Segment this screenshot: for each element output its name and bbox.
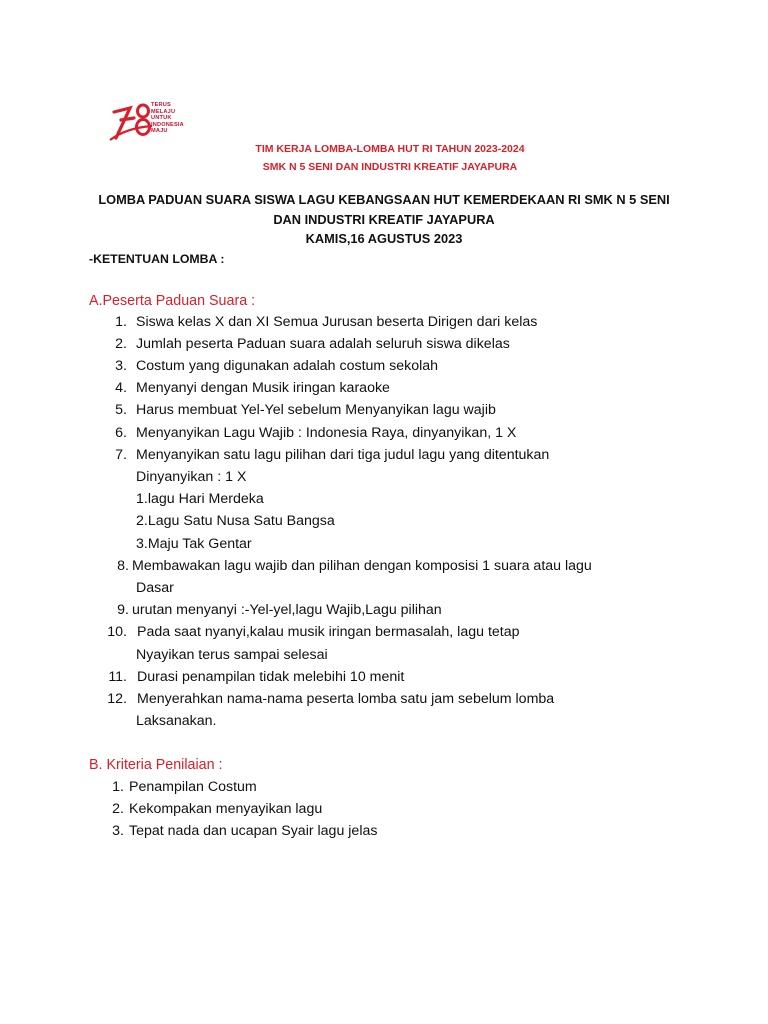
logo-line: TERUS <box>151 102 171 108</box>
title-line-2: DAN INDUSTRI KREATIF JAYAPURA <box>273 212 495 227</box>
list-item-text: Nyayikan terus sampai selesai <box>136 647 328 663</box>
list-item-number: 1. <box>115 314 127 330</box>
ketentuan-label: -KETENTUAN LOMBA : <box>89 252 225 266</box>
list-item-text: Dasar <box>136 580 174 596</box>
list-item-text: Menyanyikan satu lagu pilihan dari tiga judul lagu yang ditentukan <box>136 447 550 463</box>
list-item-text: Dinyanyikan : 1 X <box>136 469 247 485</box>
section-b-heading: B. Kriteria Penilaian : <box>89 757 223 773</box>
list-item-text: Menyanyikan Lagu Wajib : Indonesia Raya, dinyanyikan, 1 X <box>136 425 517 441</box>
title-line-1: LOMBA PADUAN SUARA SISWA LAGU KEBANGSAAN HUT KEMERDEKAAN RI SMK N 5 SENI <box>98 192 670 207</box>
list-item-text: Menyerahkan nama-nama peserta lomba satu jam sebelum lomba <box>137 691 555 707</box>
logo-line: UNTUK <box>151 115 172 122</box>
list-item-number: 9. <box>117 602 129 618</box>
list-item-text: Tepat nada dan ucapan Syair lagu jelas <box>129 823 378 839</box>
list-item-number: 3. <box>112 823 124 839</box>
logo-line: MAJU <box>151 128 168 135</box>
list-item-text: Costum yang digunakan adalah costum sekolah <box>136 358 439 374</box>
logo-tagline <box>151 102 184 135</box>
logo-line: MELAJU <box>151 108 176 115</box>
list-item-number: 11. <box>108 669 127 685</box>
header-line-1: TIM KERJA LOMBA-LOMBA HUT RI TAHUN 2023-2024 <box>255 143 525 155</box>
list-item-text: 3.Maju Tak Gentar <box>136 536 252 552</box>
list-item-number: 6. <box>115 425 127 441</box>
list-item-number: 3. <box>115 358 127 374</box>
list-item-number: 1. <box>112 779 124 795</box>
list-item-number: 8. <box>117 558 129 574</box>
list-item-text: Penampilan Costum <box>129 779 257 795</box>
list-item-number: 2. <box>115 336 127 352</box>
list-item-text: Laksanakan. <box>136 713 217 729</box>
list-item-number: 7. <box>115 447 127 463</box>
list-item-text: Pada saat nyanyi,kalau musik iringan bermasalah, lagu tetap <box>137 624 520 640</box>
list-item-text: 2.Lagu Satu Nusa Satu Bangsa <box>136 513 335 529</box>
header-line-2: SMK N 5 SENI DAN INDUSTRI KREATIF JAYAPURA <box>262 161 518 173</box>
list-item-text: 1.lagu Hari Merdeka <box>136 491 264 507</box>
list-item-number: 12. <box>107 691 127 707</box>
list-item-number: 5. <box>115 402 127 418</box>
list-item-text: urutan menyanyi :-Yel-yel,lagu Wajib,Lagu pilihan <box>132 602 442 618</box>
logo-line: INDONESIA <box>151 121 184 128</box>
list-item-number: 4. <box>115 380 127 396</box>
list-item-number: 10. <box>107 624 127 640</box>
list-item-text: Durasi penampilan tidak melebihi 10 menit <box>137 669 405 685</box>
list-item-text: Siswa kelas X dan XI Semua Jurusan beserta Dirigen dari kelas <box>136 314 538 330</box>
list-item-text: Harus membuat Yel-Yel sebelum Menyanyikan lagu wajib <box>136 402 496 418</box>
list-item-text: Jumlah peserta Paduan suara adalah seluruh siswa dikelas <box>136 336 510 352</box>
list-item-text: Menyanyi dengan Musik iringan karaoke <box>136 380 390 396</box>
list-item-text: Membawakan lagu wajib dan pilihan dengan komposisi 1 suara atau lagu <box>132 558 592 574</box>
list-item-text: Kekompakan menyayikan lagu <box>129 801 323 817</box>
section-a-heading: A.Peserta Paduan Suara : <box>89 293 256 309</box>
list-item-number: 2. <box>112 801 124 817</box>
title-line-3: KAMIS,16 AGUSTUS 2023 <box>305 231 463 246</box>
